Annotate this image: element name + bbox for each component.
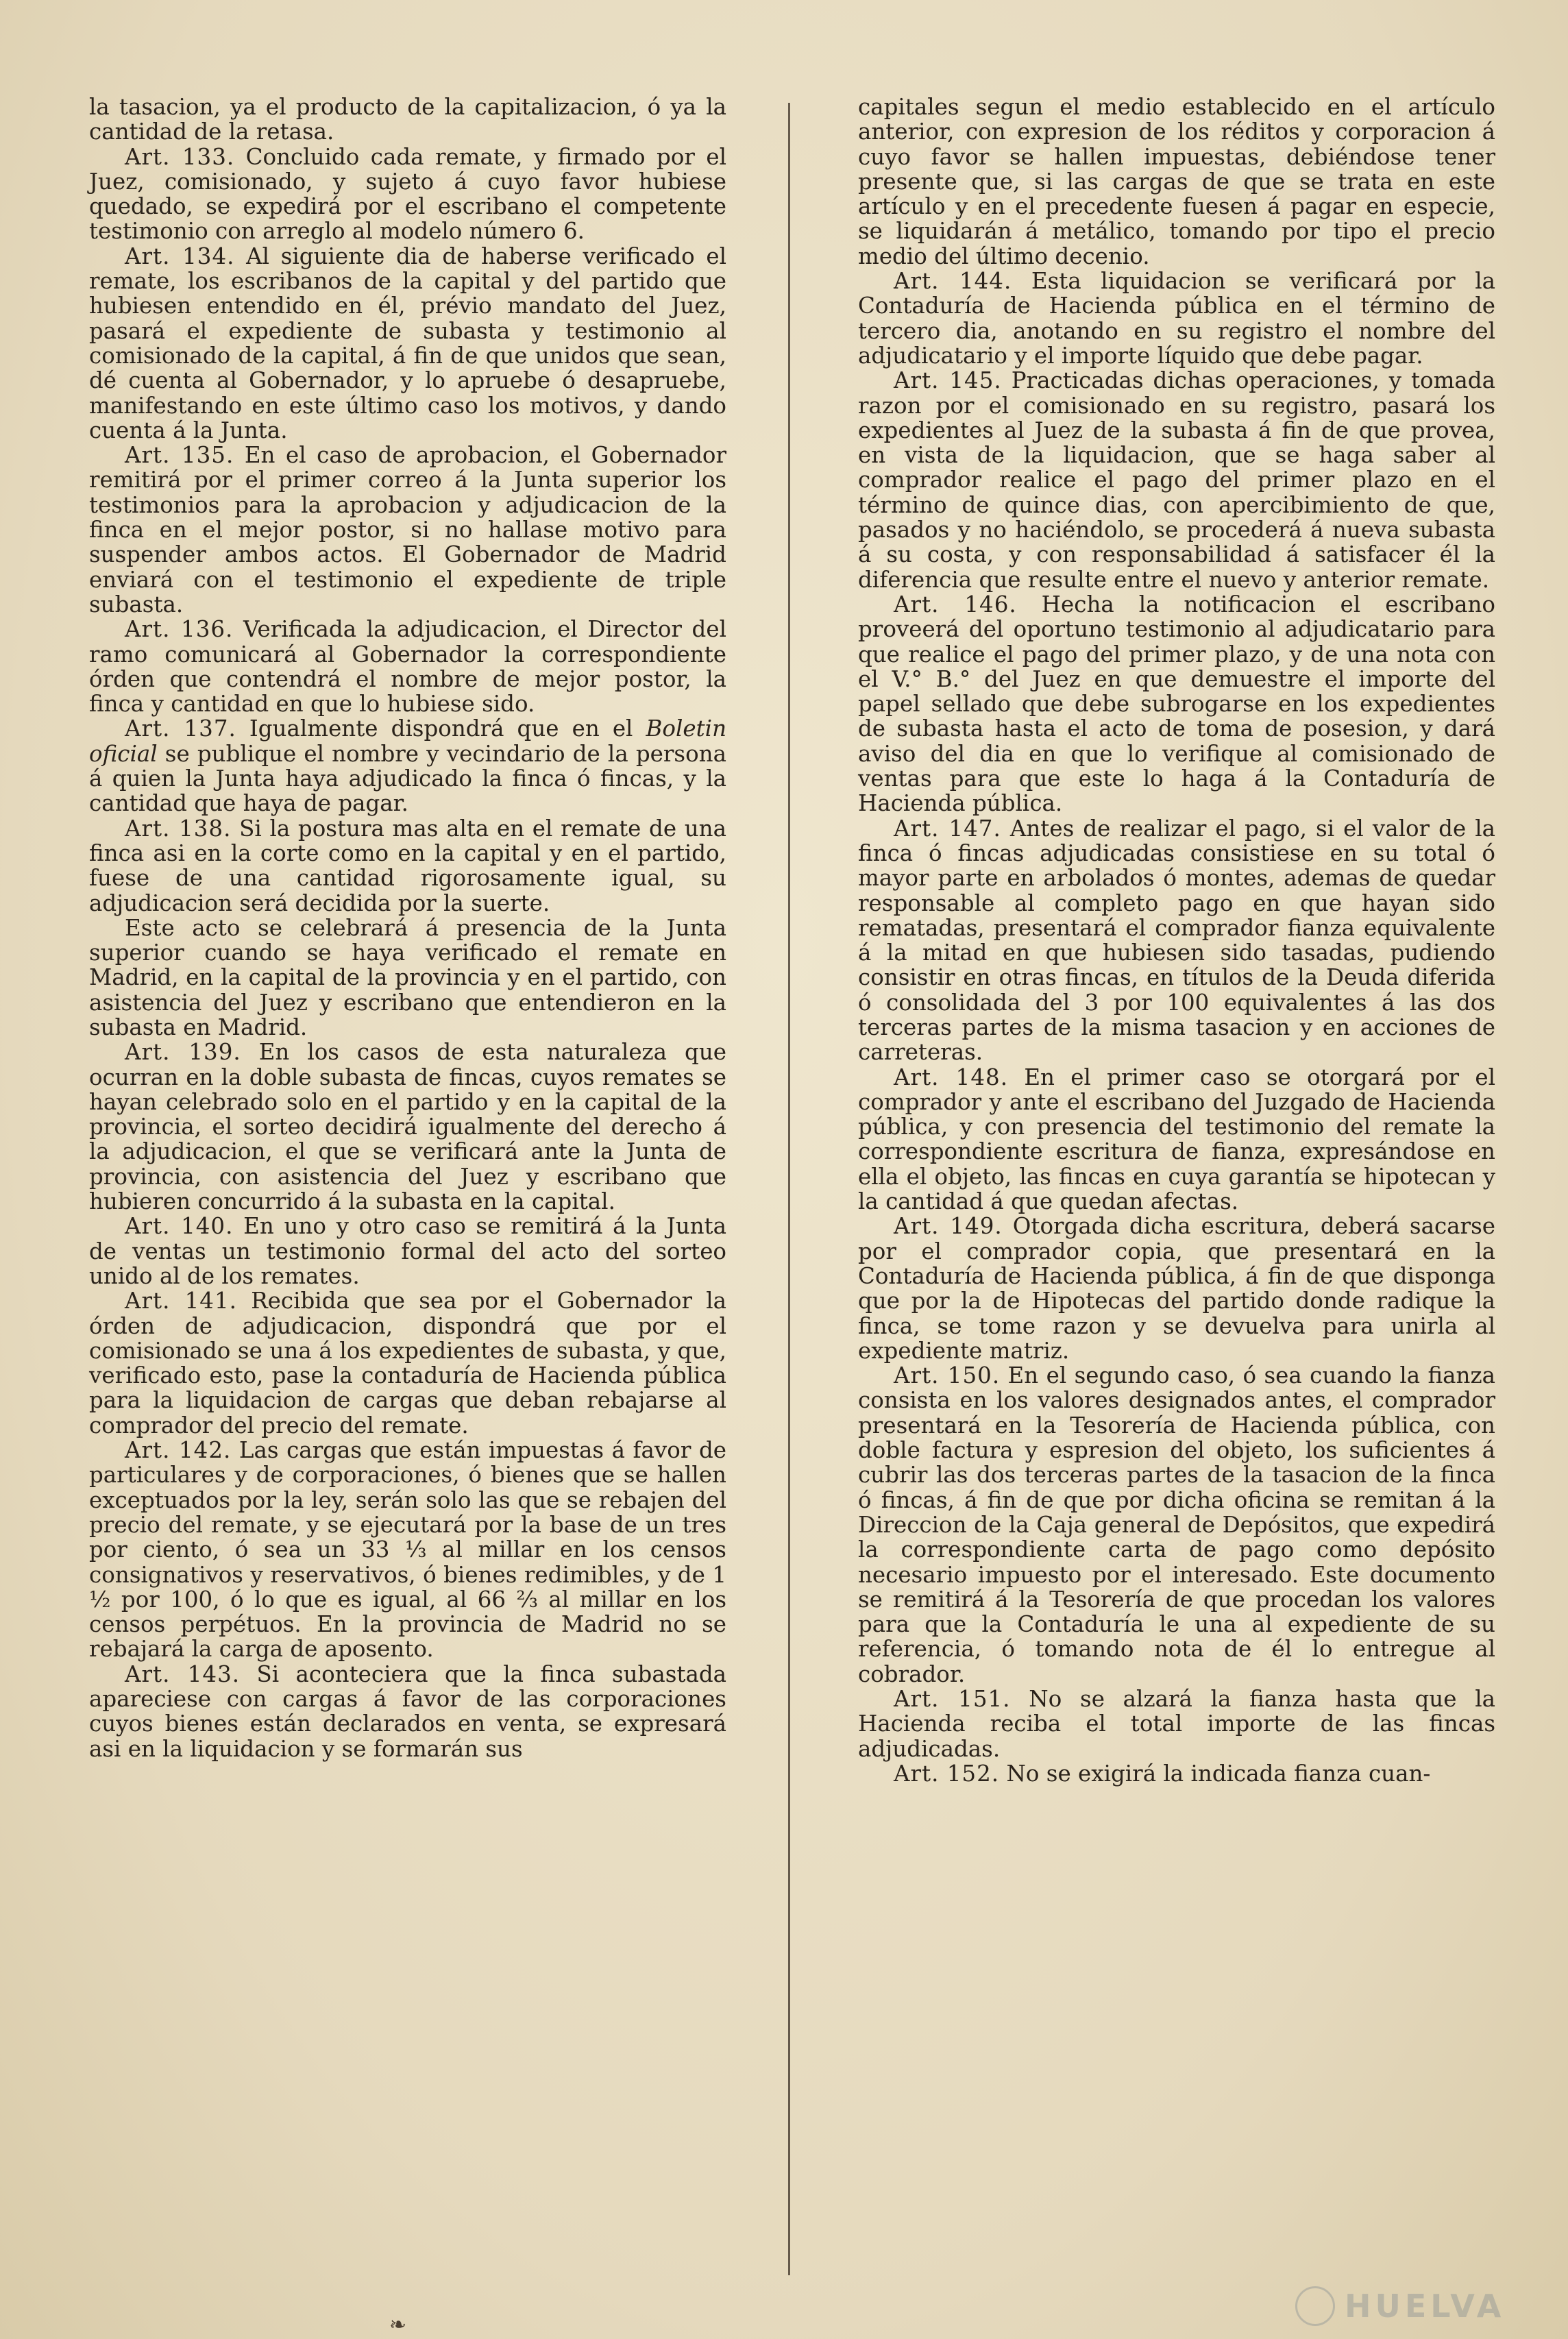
article-145 (858, 368, 1495, 592)
article-146 (858, 592, 1495, 816)
article-label: Art. 148. (894, 1064, 1009, 1090)
article-label: Art. 135. (125, 442, 234, 469)
article-text: Las cargas que están impuestas á favor de particulares y de corporaciones, ó bienes que se hallen exceptuados por la ley, serán solo las que se rebajen del precio del remate, y se ejecutará por la base de un tres por ciento, ó sea un 33 ⅓ al millar en los censos consignativos y reservativos, ó bienes redimibles, y de 1 ½ por 100, ó lo que es igual, al 66 ⅔ al millar en los censos perpétuos. En la provincia de Madrid no se rebajará la carga de aposento. (89, 1437, 726, 1663)
article-150 (858, 1363, 1495, 1687)
article-148 (858, 1065, 1495, 1214)
article-label: Art. 152. (894, 1760, 1000, 1787)
article-label: Art. 133. (125, 143, 235, 170)
article-143 (89, 1662, 726, 1761)
article-text-after: se publique el nombre y vecindario de la persona á quien la Junta haya adjudicado la finca ó fincas, y la cantidad que haya de pagar. (89, 740, 726, 817)
article-text: Verificada la adjudicacion, el Director del ramo comunicará al Gobernador la correspondiente órden que contendrá el nombre de mejor postor, la finca y cantidad en que lo hubiese sido. (89, 616, 726, 718)
article-text: Concluido cada remate, y firmado por el Juez, comisionado, y sujeto á cuyo favor hubiese quedado, se expedirá por el escribano el competente testimonio con arreglo al modelo número 6. (89, 143, 726, 245)
article-144 (858, 269, 1495, 368)
article-label: Art. 139. (125, 1039, 241, 1066)
article-label: Art. 134. (125, 243, 235, 269)
article-133 (89, 145, 726, 244)
article-label: Art. 144. (894, 268, 1012, 295)
article-label: Art. 138. (125, 815, 232, 842)
archive-watermark (1295, 2282, 1521, 2330)
left-column (89, 95, 726, 1761)
article-text: Otorgada dicha escritura, deberá sacarse por el comprador copia, que presentará en la Contaduría de Hacienda pública, á fin de que disponga que por la de Hipotecas del partido donde radique la finca, se tome razon y se devuelva para unirla al expediente matriz. (858, 1213, 1496, 1364)
article-label: Art. 140. (125, 1213, 234, 1240)
article-text-before: Igualmente dispondrá que en el (249, 715, 633, 742)
article-label: Art. 141. (125, 1288, 237, 1314)
seal-icon (1295, 2286, 1335, 2326)
article-label: Art. 151. (894, 1686, 1011, 1712)
article-text: En los casos de esta naturaleza que ocurran en la doble subasta de fincas, cuyos remates se hayan celebrado solo en el partido y en la capital de la provincia, el sorteo decidirá igualmente del derecho á la adjudicacion, el que se verificará ante la Junta de provincia, con asistencia del Juez y escribano que hubieren concurrido á la subasta en la capital. (89, 1039, 726, 1215)
article-label: Art. 145. (894, 367, 1002, 394)
article-label: Art. 142. (125, 1437, 232, 1464)
article-text: Hecha la notificacion el escribano proveerá del oportuno testimonio al adjudicatario para que realice el pago del primer plazo, y de una nota con el V.° B.° del Juez en que demuestre el importe del papel sellado que debe subrogarse en los expedientes de subasta hasta el acto de toma de posesion, y dará aviso del dia en que lo verifique al comisionado de ventas para que este lo haga á la Contaduría de Hacienda pública. (858, 591, 1495, 817)
article-text: No se alzará la fianza hasta que la Hacienda reciba el total importe de las fincas adjudicadas. (858, 1686, 1495, 1762)
article-text: En el segundo caso, ó sea cuando la fianza consista en los valores designados antes, el comprador presentará en la Tesorería de Hacienda pública, con doble factura y espresion del objeto, los suficientes á cubrir las dos terceras partes de la tasacion de la finca ó fincas, á fin de que por dicha oficina se remitan á la Direccion de la Caja general de Depósitos, que expedirá la correspondiente carta de pago como depósito necesario impuesto por el interesado. Este documento se remitirá á la Tesorería de que procedan los valores para que la Contaduría le una al expediente de su referencia, ó tomando nota de él lo entregue al cobrador. (858, 1362, 1495, 1687)
article-136 (89, 617, 726, 716)
article-text: Recibida que sea por el Gobernador la órden de adjudicacion, dispondrá que por el comisionado se una á los expedientes de subasta, y que, verificado esto, pase la contaduría de Hacienda pública para la liquidacion de cargas que deban rebajarse al comprador del precio del remate. (89, 1288, 726, 1438)
article-139 (89, 1040, 726, 1214)
article-135 (89, 443, 726, 617)
article-text: Practicadas dichas operaciones, y tomada razon por el comisionado en su registro, pasará los expedientes al Juez de la subasta á fin de que provea, en vista de la liquidacion, que se haga saber al comprador realice el pago del primer plazo en el término de quince dias, con apercibimiento de que, pasados y no haciéndolo, se procederá á nueva subasta á su costa, y con responsabilidad á satisfacer él la diferencia que resulte entre el nuevo y anterior remate. (858, 367, 1495, 593)
watermark-label: HUELVA (1345, 2288, 1506, 2325)
article-label: Art. 149. (894, 1213, 1003, 1240)
column-divider (788, 103, 790, 2275)
article-text: En el caso de aprobacion, el Gobernador remitirá por el primer correo á la Junta superior los testimonios para la aprobacion y adjudicacion de la finca en el mejor postor, si no hallase motivo para suspender ambos actos. El Gobernador de Madrid enviará con el testimonio el expediente de triple subasta. (89, 442, 726, 617)
article-text: No se exigirá la indicada fianza cuan- (1006, 1760, 1431, 1787)
article-label: Art. 143. (125, 1661, 241, 1687)
article-text: Esta liquidacion se verificará por la Contaduría de Hacienda pública en el término de tercero dia, anotando en su registro el nombre del adjudicatario y el importe líquido que debe pagar. (858, 268, 1495, 369)
article-149 (858, 1214, 1495, 1363)
right-column (858, 95, 1495, 1786)
article-text: En uno y otro caso se remitirá á la Junta de ventas un testimonio formal del acto del sorteo unido al de los remates. (89, 1213, 726, 1289)
article-text: En el primer caso se otorgará por el comprador y ante el escribano del Juzgado de Hacienda pública, y con presencia del testimonio del remate la correspondiente escritura de fianza, expresándose en ella el objeto, las fincas en cuya garantía se hipotecan y la cantidad á que quedan afectas. (858, 1064, 1495, 1215)
article-text: Antes de realizar el pago, si el valor de la finca ó fincas adjudicadas consistiese en su total ó mayor parte en arbolados ó montes, ademas de quedar responsable al completo pago en que hayan sido rematadas, presentará el comprador fianza equivalente á la mitad en que hubiesen sido tasadas, pudiendo consistir en otras fincas, en títulos de la Deuda diferida ó consolidada del 3 por 100 equivalentes á las dos terceras partes de la misma tasacion y en acciones de carreteras. (858, 815, 1495, 1066)
article-138 (89, 816, 726, 916)
article-134 (89, 244, 726, 443)
article-141 (89, 1288, 726, 1438)
left-lead-paragraph: la tasacion, ya el producto de la capitalizacion, ó ya la cantidad de la retasa. (89, 94, 726, 145)
article-text: Al siguiente dia de haberse verificado el remate, los escribanos de la capital y del partido que hubiesen entendido en él, prévio mandato del Juez, pasará el expediente de subasta y testimonio al comisionado de la capital, á fin de que unidos que sean, dé cuenta al Gobernador, y lo apruebe ó desapruebe, manifestando en este último caso los motivos, y dando cuenta á la Junta. (89, 243, 726, 443)
article-label: Art. 137. (125, 715, 236, 742)
article-147 (858, 816, 1495, 1065)
right-lead-paragraph: capitales segun el medio establecido en el artículo anterior, con expresion de los réditos y corporacion á cuyo favor se hallen impuestas, debiéndose tener presente que, si las cargas de que se trata en este artículo y en el precedente fuesen á pagar en especie, se liquidarán á metálico, tomando por tipo el precio medio del último decenio. (858, 94, 1495, 269)
article-text: Este acto se celebrará á presencia de la Junta superior cuando se haya verificado el remate en Madrid, en la capital de la provincia y en el partido, con asistencia del Juez y escribano que entendieron en la subasta en Madrid. (89, 914, 726, 1040)
article-151 (858, 1687, 1495, 1761)
article-label: Art. 147. (894, 815, 1001, 842)
article-text: Si aconteciera que la finca subastada apareciese con cargas á favor de las corporaciones cuyos bienes están declarados en venta, se expresará asi en la liquidacion y se formarán sus (89, 1661, 727, 1762)
article-text: Si la postura mas alta en el remate de una finca asi en la corte como en la capital y en el partido, fuese de una cantidad rigorosamente igual, su adjudicacion será decidida por la suerte. (89, 815, 726, 916)
boletin-oficial-italic: Boletin oficial (89, 715, 726, 767)
article-label: Art. 146. (894, 591, 1017, 617)
ornament-glyph: ❧ (389, 2313, 407, 2337)
article-140 (89, 1214, 726, 1288)
article-142 (89, 1438, 726, 1662)
article-138-continuation (89, 916, 726, 1040)
article-152 (858, 1761, 1495, 1786)
article-label: Art. 150. (894, 1362, 1001, 1389)
article-137 (89, 716, 726, 816)
article-label: Art. 136. (125, 616, 234, 643)
